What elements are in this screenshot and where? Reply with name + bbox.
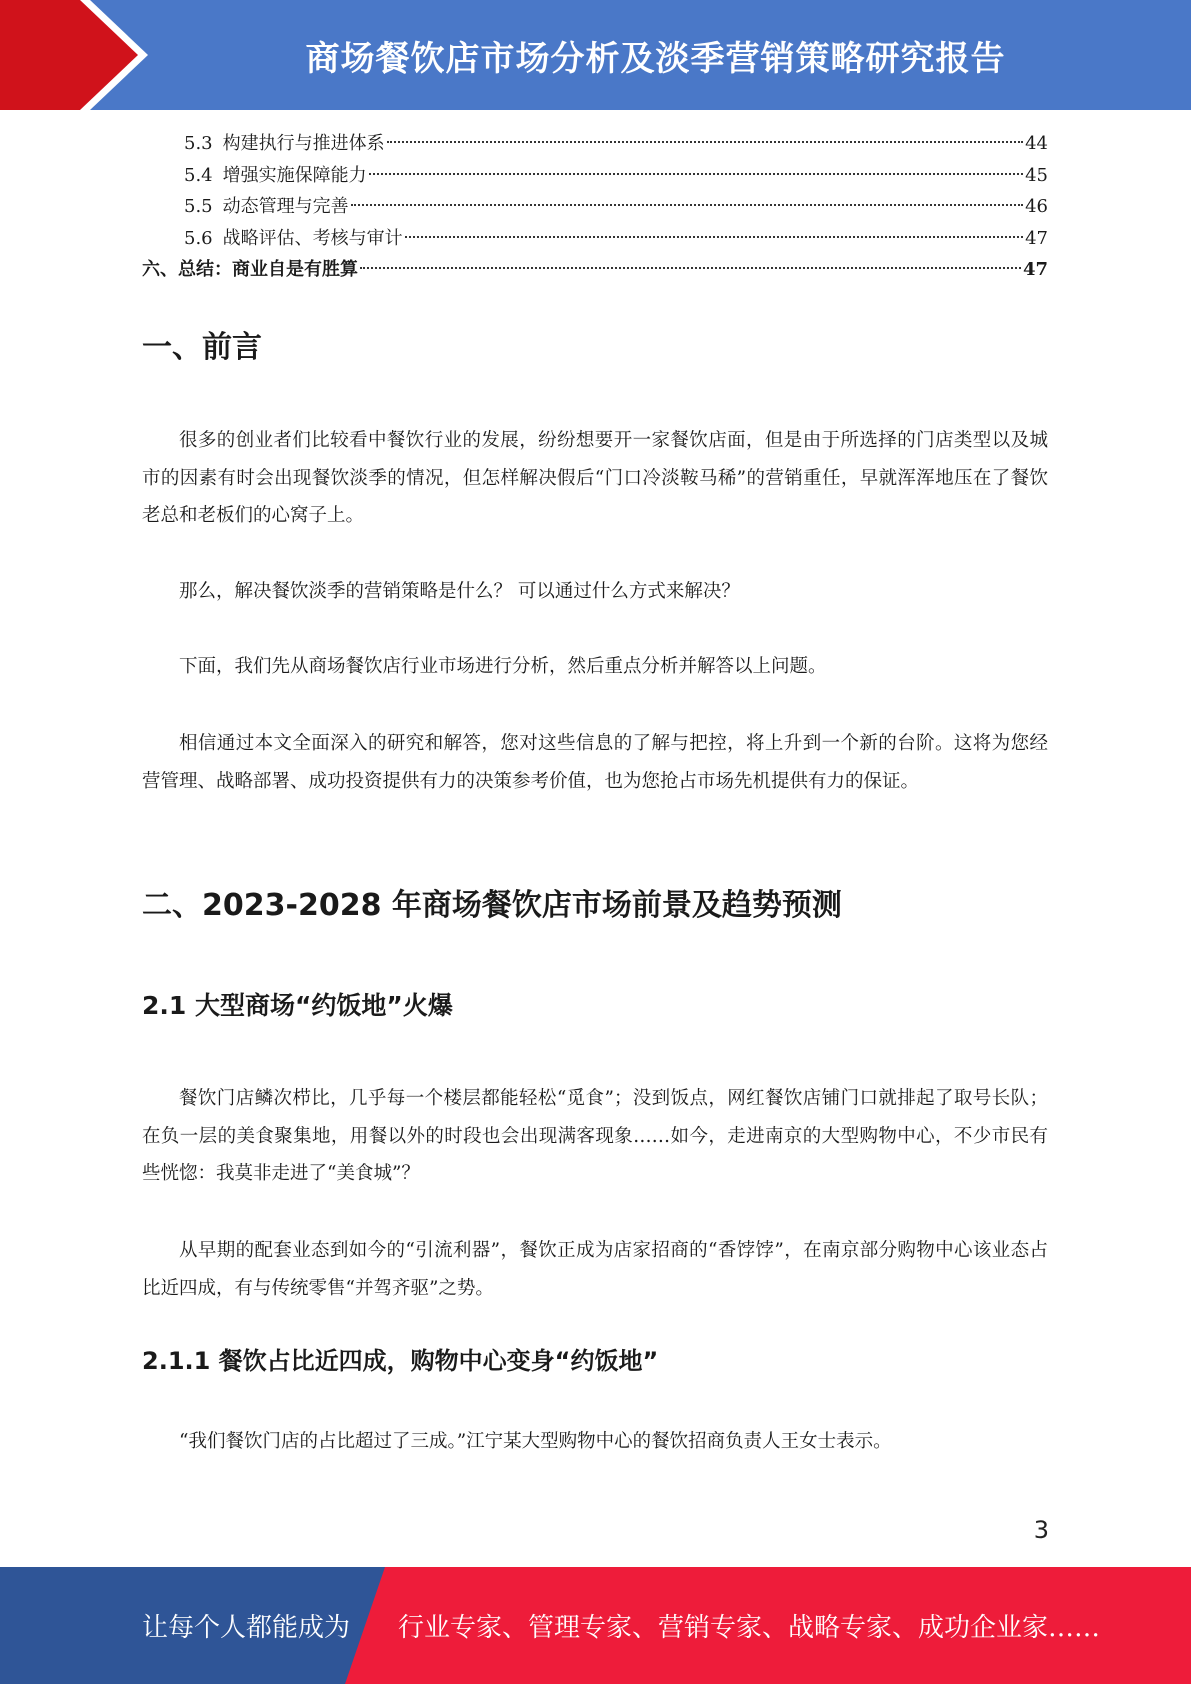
toc-entry[interactable] [142, 223, 1048, 255]
toc-entry-label: 动态管理与完善 [222, 196, 349, 217]
page-number: 3 [1033, 1516, 1049, 1544]
toc-entry[interactable] [142, 160, 1048, 192]
toc-entry-page: 47 [1025, 227, 1048, 249]
toc-entry-label: 构建执行与推进体系 [222, 133, 385, 154]
paragraph: 下面，我们先从商场餐饮店行业市场进行分析，然后重点分析并解答以上问题。 [179, 656, 827, 677]
toc-entry-page: 47 [1022, 259, 1048, 280]
report-title: 商场餐饮店市场分析及淡季营销策略研究报告 [305, 38, 1006, 79]
section-heading: 一、前言 [142, 330, 262, 365]
paragraph: “我们餐饮门店的占比超过了三成。”江宁某大型购物中心的餐饮招商负责人王女士表示。 [179, 1431, 892, 1452]
toc-leader-dots [351, 204, 1023, 206]
toc-leader-dots [405, 236, 1023, 238]
paragraph: 那么，解决餐饮淡季的营销策略是什么？ 可以通过什么方式来解决？ [179, 581, 740, 602]
toc-entry-page: 44 [1025, 133, 1048, 154]
toc-entry-page: 45 [1025, 164, 1048, 186]
toc-entry-number: 5.5 [184, 196, 213, 217]
table-of-contents [142, 128, 1048, 286]
page-footer [0, 1567, 1191, 1684]
paragraph: 餐饮门店鳞次栉比，几乎每一个楼层都能轻松“觅食”；没到饭点，网红餐饮店铺门口就排起了取号长队；在负一层的美食聚集地，用餐以外的时段也会出现满客现象……如今，走进南京的大型购物中心，不少市民有些恍惚：我莫非走进了“美食城”？ [142, 1088, 1048, 1184]
paragraph: 从早期的配套业态到如今的“引流利器”，餐饮正成为店家招商的“香饽饽”，在南京部分购物中心该业态占比近四成，有与传统零售“并驾齐驱”之势。 [142, 1240, 1048, 1299]
toc-entry-page: 46 [1025, 196, 1048, 217]
toc-entry-number: 5.3 [184, 133, 213, 154]
toc-entry-number: 5.4 [184, 164, 213, 186]
subsubsection-heading: 2.1.1 餐饮占比近四成，购物中心变身“约饭地” [142, 1347, 659, 1375]
toc-entry-label: 六、总结：商业自是有胜算 [142, 259, 358, 280]
footer-slogan-right: 行业专家、管理专家、营销专家、战略专家、成功企业家…… [398, 1613, 1101, 1643]
toc-entry[interactable] [142, 128, 1048, 160]
toc-leader-dots [360, 267, 1021, 269]
toc-entry[interactable] [142, 191, 1048, 223]
section-heading: 二、2023-2028 年商场餐饮店市场前景及趋势预测 [142, 888, 842, 923]
page-header [0, 0, 1191, 110]
toc-leader-dots [387, 141, 1023, 143]
header-chevron-decoration [0, 0, 160, 110]
subsection-heading: 2.1 大型商场“约饭地”火爆 [142, 991, 453, 1020]
paragraph: 相信通过本文全面深入的研究和解答，您对这些信息的了解与把控，将上升到一个新的台阶。这将为您经营管理、战略部署、成功投资提供有力的决策参考价值，也为您抢占市场先机提供有力的保证。 [142, 733, 1048, 792]
toc-entry-number: 5.6 [184, 227, 213, 249]
footer-slogan-left: 让每个人都能成为 [142, 1613, 351, 1643]
toc-leader-dots [369, 173, 1023, 175]
toc-entry-label: 增强实施保障能力 [222, 164, 367, 186]
toc-entry-label: 战略评估、考核与审计 [222, 227, 403, 249]
toc-entry[interactable] [142, 254, 1048, 286]
paragraph: 很多的创业者们比较看中餐饮行业的发展，纷纷想要开一家餐饮店面，但是由于所选择的门店类型以及城市的因素有时会出现餐饮淡季的情况，但怎样解决假后“门口冷淡鞍马稀”的营销重任，早就浑浑地压在了餐饮老总和老板们的心窝子上。 [142, 430, 1048, 526]
